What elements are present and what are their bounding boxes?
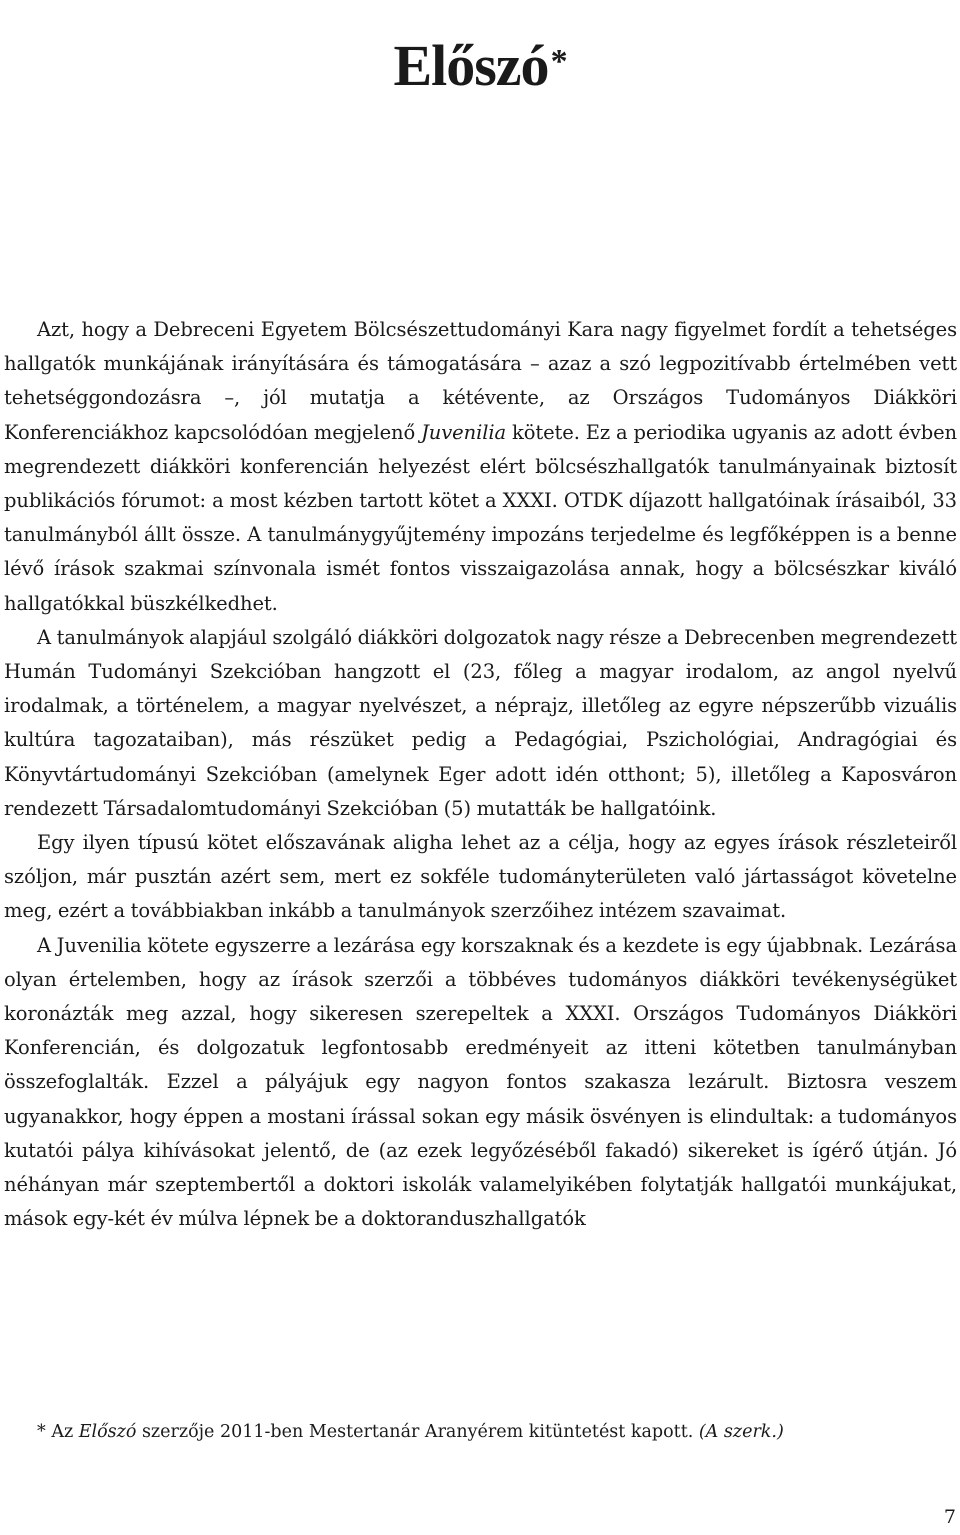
footnote-editor-note: (A szerk.) [698, 1422, 784, 1442]
footnote-text: szerzője 2011-ben Mestertanár Aranyérem kitüntetést kapott. [136, 1422, 699, 1442]
paragraph-2: A tanulmányok alapjául szolgáló diákköri dolgozatok nagy része a Debrecenben megrendezett Humán Tudományi Szekcióban hangzott el (23, főleg a magyar irodalom, az angol nyelvű irodalmak, a történelem, a magyar nyelvészet, a néprajz, illetőleg az egyre népszerűbb vizuális kultúra tagozataiban), más részüket pedig a Pedagógiai, Pszichológiai, Andragógiai és Könyvtártudományi Szekcióban (amelynek Eger adott idén otthont; 5), illetőleg a Kaposváron rendezett Társadalomtudományi Szekcióban (5) mutatták be hallgatóink. [4, 625, 957, 820]
body-text [4, 313, 957, 1236]
footnote-italic-title: Előszó [78, 1422, 137, 1442]
journal-title: Juvenilia [421, 420, 507, 444]
paragraph-1 [4, 313, 957, 621]
paragraph-1-end: kötete. Ez a periodika ugyanis az adott évben megrendezett diákköri konferencián helyezést elért bölcsészhallgatók tanulmányainak biztosít publikációs fórumot: a most kézben tartott kötet a XXXI. OTDK díjazott hallgatóinak írásaiból, 33 tanulmányból állt össze. A tanulmánygyűjtemény impozáns terjedelme és legfőképpen is a benne lévő írások szakmai színvonala ismét fontos visszaigazolása annak, hogy a bölcsészkar kiváló hallgatókkal büszkélkedhet. [4, 420, 957, 615]
footnote-prefix: * Az [37, 1422, 79, 1442]
paragraph-4: A Juvenilia kötete egyszerre a lezárása egy korszaknak és a kezdete is egy újabbnak. Lezárása olyan értelemben, hogy az írások szerzői a többéves tudományos diákköri tevékenységüket koronázták meg azzal, hogy sikeresen szerepeltek a XXXI. Országos Tudományos Diákköri Konferencián, és dolgozatuk legfontosabb eredményeit az itteni kötetben tanulmányban összefoglalták. Ezzel a pályájuk egy nagyon fontos szakasza lezárult. Biztosra veszem ugyanakkor, hogy éppen a mostani írással sokan egy másik ösvényen is elindultak: a tudományos kutatói pálya kihívásokat jelentő, de (az ezek legyőzéséből fakadó) sikereket is ígérő útján. Jó néhányan már szeptembertől a doktori iskolák valamelyikében folytatják hallgatói munkájukat, mások egy-két év múlva lépnek be a doktoranduszhallgatók [4, 933, 957, 1231]
paragraph-3: Egy ilyen típusú kötet előszavának aligha lehet az a célja, hogy az egyes írások részleteiről szóljon, már pusztán azért sem, mert ez sokféle tudományterületen való jártasságot követelne meg, ezért a továbbiakban inkább a tanulmányok szerzőihez intézem szavaimat. [4, 831, 957, 923]
footnote [37, 1418, 937, 1446]
paragraph-1-start: Azt, hogy a Debreceni Egyetem Bölcsészettudományi Kara nagy figyelmet fordít a tehetséges hallgatók munkájának irányítására és támogatására – azaz a szó legpozitívabb értelmében vett tehetséggondozásra –, jól mutatja a kétévente, az Országos Tudományos Diákköri Konferenciákhoz kapcsolódóan megjelenő [4, 318, 957, 444]
footnote-mark: * [550, 42, 567, 80]
page-title-text: Előszó [393, 32, 549, 98]
page-title [0, 32, 960, 98]
page-number: 7 [943, 1506, 956, 1528]
